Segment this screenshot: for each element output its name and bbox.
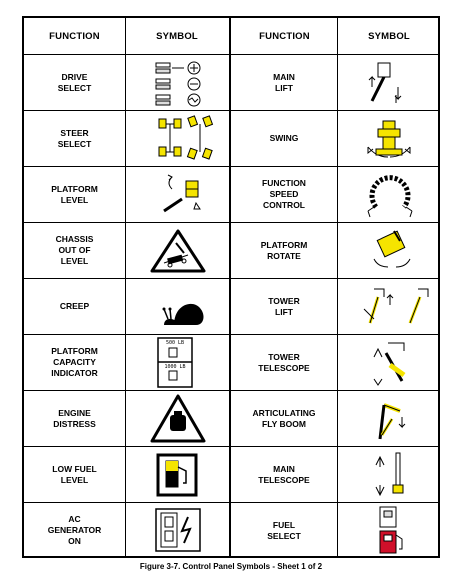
platform-level-icon xyxy=(126,167,229,222)
engine-distress-icon xyxy=(126,391,229,446)
function-label-creep: CREEP xyxy=(59,301,90,311)
header-symbol-right: SYMBOL xyxy=(368,30,410,42)
function-label-platform-capacity-indicator: PLATFORM CAPACITY INDICATOR xyxy=(51,346,98,378)
capacity-bottom-label: 1000 LB xyxy=(164,364,186,370)
function-label-platform-level: PLATFORM LEVEL xyxy=(51,183,98,205)
platform-rotate-icon xyxy=(338,223,440,278)
function-label-platform-rotate: PLATFORM ROTATE xyxy=(260,239,308,261)
function-label-engine-distress: ENGINE DISTRESS xyxy=(53,407,96,429)
function-label-steer-select: STEER SELECT xyxy=(57,127,92,149)
header-function-right: FUNCTION xyxy=(259,30,310,42)
tower-telescope-icon xyxy=(338,335,440,390)
control-panel-symbols-table xyxy=(22,16,440,558)
function-label-main-telescope: MAIN TELESCOPE xyxy=(258,463,310,485)
drive-select-icon xyxy=(126,55,229,110)
steer-select-icon xyxy=(126,111,229,166)
snail-icon xyxy=(126,279,229,334)
header-symbol-left: SYMBOL xyxy=(156,30,198,42)
articulating-fly-boom-icon xyxy=(338,391,440,446)
function-label-tower-lift: TOWER LIFT xyxy=(268,295,300,317)
function-speed-control-icon xyxy=(338,167,440,222)
platform-capacity-indicator-icon xyxy=(126,335,229,390)
function-label-main-lift: MAIN LIFT xyxy=(273,71,295,93)
function-label-drive-select: DRIVE SELECT xyxy=(57,71,92,93)
function-label-swing: SWING xyxy=(269,133,299,143)
swing-icon xyxy=(338,111,440,166)
main-lift-icon xyxy=(338,55,440,110)
function-label-articulating-fly-boom: ARTICULATING FLY BOOM xyxy=(252,407,316,429)
ac-generator-icon xyxy=(126,503,229,558)
function-label-ac-generator-on: AC GENERATOR ON xyxy=(47,514,102,546)
fuel-select-icon xyxy=(338,503,440,558)
capacity-top-label: 500 LB xyxy=(165,340,185,346)
main-telescope-icon xyxy=(338,447,440,502)
chassis-out-of-level-icon xyxy=(126,223,229,278)
function-label-chassis-out-of-level: CHASSIS OUT OF LEVEL xyxy=(55,234,94,266)
function-label-tower-telescope: TOWER TELESCOPE xyxy=(258,351,310,373)
function-label-low-fuel-level: LOW FUEL LEVEL xyxy=(52,463,97,485)
tower-lift-icon xyxy=(338,279,440,334)
low-fuel-level-icon xyxy=(126,447,229,502)
function-label-function-speed-control: FUNCTION SPEED CONTROL xyxy=(262,178,306,210)
figure-caption: Figure 3-7. Control Panel Symbols - Sheet 1 of 2 xyxy=(139,562,323,571)
function-label-fuel-select: FUEL SELECT xyxy=(267,519,301,541)
header-function-left: FUNCTION xyxy=(49,30,100,42)
